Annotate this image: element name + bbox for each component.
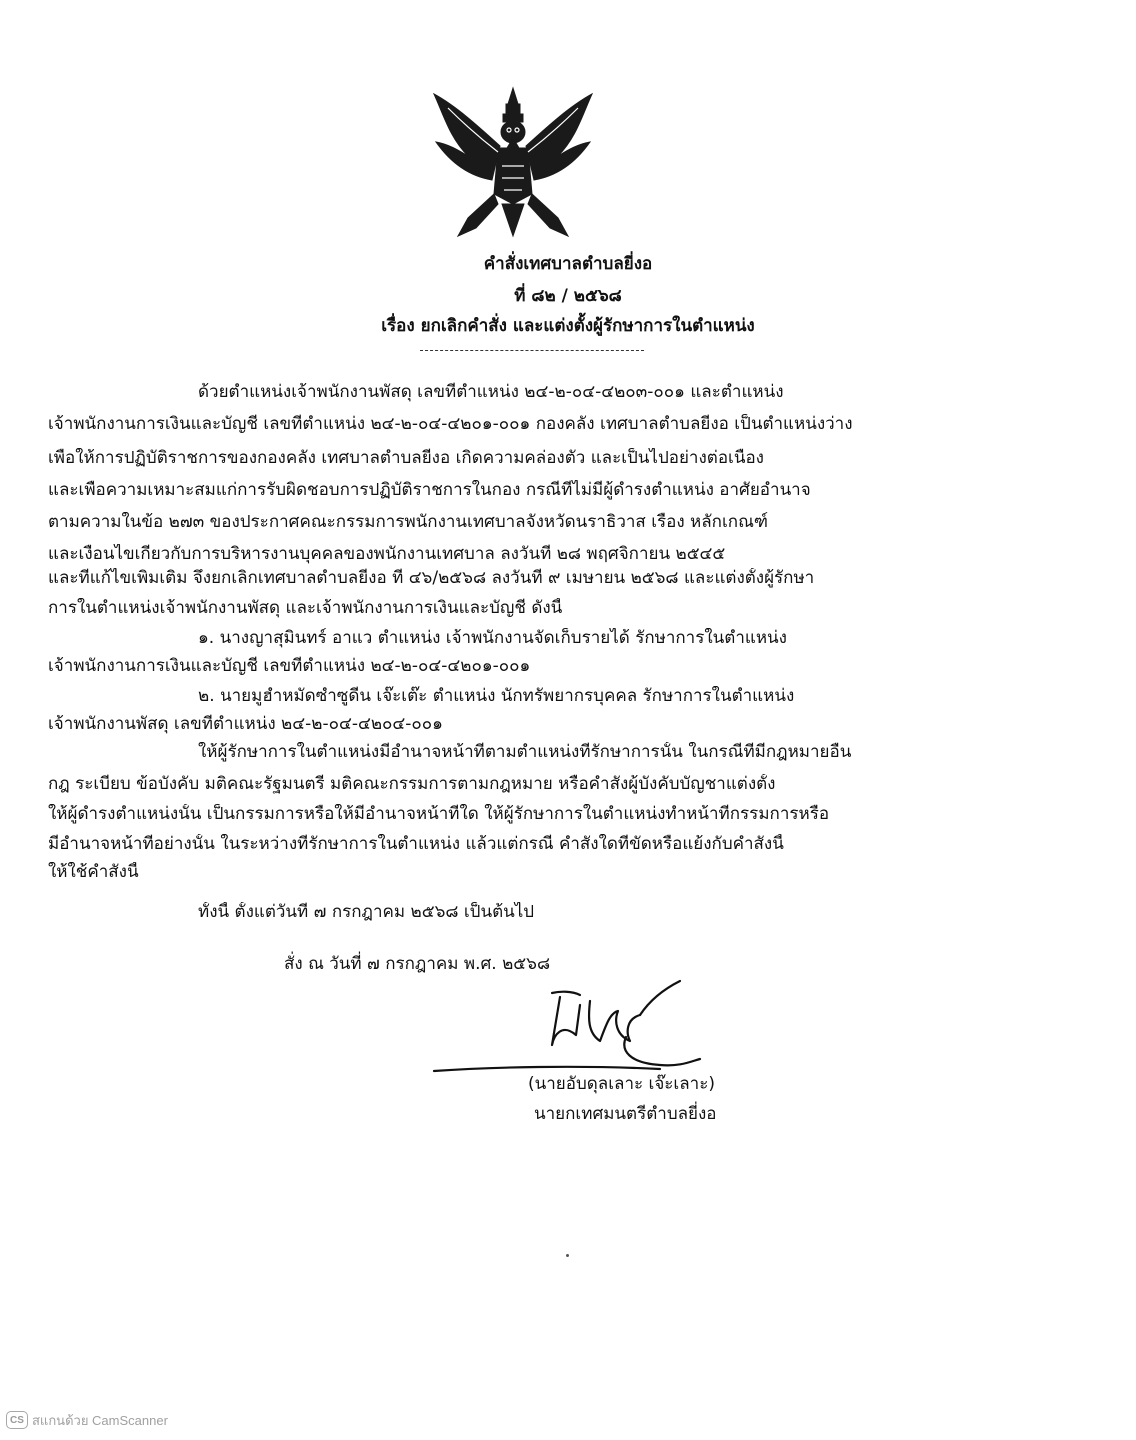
para2-line: กฎ ระเบียบ ข้อบังคับ มติคณะรัฐมนตรี มติคณะกรรมการตามกฎหมาย หรือคำสั่งผู้บังคับบัญชาแต่งตั้ง	[48, 774, 776, 794]
para1-line: ตามความในข้อ ๒๗๓ ของประกาศคณะกรรมการพนักงานเทศบาลจังหวัดนราธิวาส เรื่อง หลักเกณฑ์	[48, 512, 768, 532]
para1-line: และเงื่อนไขเกี่ยวกับการบริหารงานบุคคลของพนักงานเทศบาล ลงวันที่ ๒๘ พฤศจิกายน ๒๕๔๕	[48, 544, 726, 564]
para1-line: และเพื่อความเหมาะสมแก่การรับผิดชอบการปฏิบัติราชการในกอง กรณีที่ไม่มีผู้ดำรงตำแหน่ง อาศัยอำนาจ	[48, 480, 811, 500]
para1-line: และที่แก้ไขเพิ่มเติม จึงยกเลิกเทศบาลตำบลยี่งอ ที่ ๔๖/๒๕๖๘ ลงวันที่ ๙ เมษายน ๒๕๖๘ และแต่งตั้งผู้รักษา	[48, 568, 815, 588]
signer-name: (นายอับดุลเลาะ เจ๊ะเลาะ)	[528, 1074, 715, 1094]
para2-line: ให้ใช้คำสั่งนี้	[48, 862, 139, 882]
signed-date: สั่ง ณ วันที่ ๗ กรกฎาคม พ.ศ. ๒๕๖๘	[284, 954, 551, 974]
effective-date: ทั้งนี้ ตั้งแต่วันที่ ๗ กรกฎาคม ๒๕๖๘ เป็นต้นไป	[198, 902, 535, 922]
para2-line: ให้ผู้รักษาการในตำแหน่งมีอำนาจหน้าที่ตามตำแหน่งที่รักษาการนั้น ในกรณีที่มีกฎหมายอื่น	[198, 742, 852, 762]
order-title: คำสั่งเทศบาลตำบลยี่งอ	[483, 254, 653, 274]
camscanner-watermark	[6, 1410, 168, 1430]
order-subject: เรื่อง ยกเลิกคำสั่ง และแต่งตั้งผู้รักษาการในตำแหน่ง	[381, 316, 755, 336]
watermark-text: สแกนด้วย CamScanner	[32, 1412, 168, 1428]
para1-line: เจ้าพนักงานการเงินและบัญชี เลขที่ตำแหน่ง ๒๔-๒-๐๔-๔๒๐๑-๐๐๑ กองคลัง เทศบาลตำบลยี่งอ เป็นตำแหน่งว่าง	[48, 414, 853, 434]
item1-line: เจ้าพนักงานการเงินและบัญชี เลขที่ตำแหน่ง ๒๔-๒-๐๔-๔๒๐๑-๐๐๑	[48, 656, 531, 676]
handwritten-signature	[430, 975, 710, 1085]
garuda-emblem-icon	[428, 86, 598, 248]
order-number: ที่ ๘๒ / ๒๕๖๘	[514, 286, 622, 306]
para2-line: ให้ผู้ดำรงตำแหน่งนั้น เป็นกรรมการหรือให้มีอำนาจหน้าที่ใด ให้ผู้รักษาการในตำแหน่งทำหน้าที่กรรมการหรือ	[48, 804, 830, 824]
item1-line: ๑. นางญาสุมินทร์ อาแว ตำแหน่ง เจ้าพนักงานจัดเก็บรายได้ รักษาการในตำแหน่ง	[198, 628, 787, 648]
para1-line: เพื่อให้การปฏิบัติราชการของกองคลัง เทศบาลตำบลยี่งอ เกิดความคล่องตัว และเป็นไปอย่างต่อเนื่อง	[48, 448, 764, 468]
signer-position: นายกเทศมนตรีตำบลยี่งอ	[534, 1104, 717, 1124]
para2-line: มีอำนาจหน้าที่อย่างนั้น ในระหว่างที่รักษาการในตำแหน่ง แล้วแต่กรณี คำสั่งใดที่ขัดหรือแย้งกับคำสั่งนี้	[48, 834, 784, 854]
para1-line: การในตำแหน่งเจ้าพนักงานพัสดุ และเจ้าพนักงานการเงินและบัญชี ดังนี้	[48, 598, 563, 618]
camscanner-logo-icon: CS	[6, 1411, 28, 1429]
item2-line: ๒. นายมูฮำหมัดซำซูดีน เจ๊ะเต๊ะ ตำแหน่ง นักทรัพยากรบุคคล รักษาการในตำแหน่ง	[198, 686, 795, 706]
para1-line: ด้วยตำแหน่งเจ้าพนักงานพัสดุ เลขที่ตำแหน่ง ๒๔-๒-๐๔-๔๒๐๓-๐๐๑ และตำแหน่ง	[198, 382, 784, 402]
item2-line: เจ้าพนักงานพัสดุ เลขที่ตำแหน่ง ๒๔-๒-๐๔-๔๒๐๔-๐๐๑	[48, 714, 443, 734]
title-divider	[420, 350, 644, 351]
scan-speck	[566, 1254, 569, 1257]
